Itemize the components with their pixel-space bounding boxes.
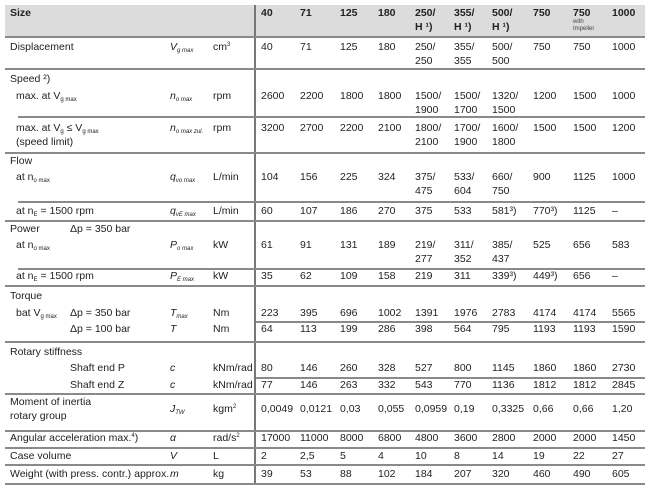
table-cell: 1600/ 1800	[492, 122, 519, 148]
row-unit	[213, 269, 228, 283]
table-cell: 146	[300, 379, 318, 391]
table-cell: 35	[261, 270, 273, 282]
text-part: n	[170, 90, 176, 102]
table-cell: 250/ 250	[415, 41, 436, 67]
table-cell: 1500/ 1900	[415, 90, 442, 116]
text-part: Shaft end Z	[70, 379, 125, 391]
table-cell: 449³)	[533, 270, 558, 282]
table-cell: 460	[533, 468, 551, 480]
row-unit	[213, 306, 229, 320]
text-part: at n	[16, 171, 34, 183]
text-part: V	[170, 41, 178, 53]
row-symbol	[170, 121, 203, 135]
row-unit	[213, 204, 239, 218]
table-cell: 1125	[573, 171, 596, 183]
table-cell: 64	[261, 323, 273, 335]
table-cell: 3600	[454, 432, 478, 444]
table-cell: 2,5	[300, 450, 315, 462]
row-divider	[18, 201, 645, 203]
row-symbol	[170, 306, 188, 320]
row-divider	[5, 447, 645, 449]
text-part: Case volume	[10, 450, 72, 462]
text-part: g max	[177, 48, 194, 54]
size-column-header: 180	[378, 7, 396, 19]
row-label	[16, 121, 99, 149]
size-header: Size	[10, 7, 32, 19]
table-cell: 60	[261, 205, 273, 217]
text-part: TW	[175, 410, 185, 416]
table-cell: 2000	[573, 432, 597, 444]
text-part: Moment of inertia rotary group	[10, 396, 92, 422]
table-cell: 146	[300, 362, 318, 374]
text-part: ≤ V	[63, 122, 83, 134]
table-cell: 564	[454, 323, 472, 335]
table-cell: 2730	[612, 362, 636, 374]
row-symbol	[170, 431, 176, 445]
table-cell: 2845	[612, 379, 636, 391]
table-cell: 4	[378, 450, 384, 462]
table-cell: 158	[378, 270, 396, 282]
row-label	[16, 204, 94, 218]
row-unit	[213, 170, 239, 184]
text-part: L/min	[213, 205, 239, 217]
table-cell: 1812	[573, 379, 597, 391]
text-part: J	[170, 403, 176, 415]
table-cell: 656	[573, 270, 591, 282]
table-cell: 22	[573, 450, 585, 462]
table-cell: 102	[378, 468, 396, 480]
row-label	[70, 361, 125, 375]
size-column-header: 750	[573, 7, 591, 19]
text-part: at n	[16, 270, 34, 282]
table-cell: 1125	[573, 205, 596, 217]
size-column-header: 750	[533, 7, 551, 19]
row-symbol	[170, 204, 196, 218]
table-cell: 0,055	[378, 403, 405, 415]
text-part: g max	[60, 97, 77, 103]
table-cell: 8000	[340, 432, 364, 444]
table-cell: 223	[261, 307, 279, 319]
text-part: g max	[40, 314, 57, 320]
text-part: rpm	[213, 90, 232, 102]
size-column-header: 1000	[612, 7, 636, 19]
row-divider	[5, 393, 645, 395]
table-cell: 1000	[612, 171, 636, 183]
table-cell: 543	[415, 379, 433, 391]
text-part: L	[213, 450, 219, 462]
row-unit	[213, 89, 231, 103]
row-unit	[213, 40, 230, 54]
text-part: 4	[131, 433, 135, 439]
table-cell: 1193	[573, 323, 596, 335]
row-label	[10, 40, 74, 54]
table-cell: 71	[300, 41, 312, 53]
text-part: E	[33, 212, 38, 218]
table-cell: 1000	[612, 41, 636, 53]
row-divider	[5, 464, 645, 466]
table-cell: 1136	[492, 379, 515, 391]
table-cell: 184	[415, 468, 433, 480]
text-part: P	[170, 270, 178, 282]
text-part: cm	[213, 41, 227, 53]
table-cell: 4174	[533, 307, 557, 319]
table-cell: 533/ 604	[454, 171, 475, 197]
table-cell: 91	[300, 239, 312, 251]
row-symbol	[170, 467, 179, 481]
table-cell: 500/ 500	[492, 41, 513, 67]
text-part: E max	[177, 277, 195, 283]
text-part: Δp = 100 bar	[70, 323, 131, 335]
table-cell: 398	[415, 323, 433, 335]
table-cell: 1800	[378, 90, 402, 102]
table-cell: 696	[340, 307, 358, 319]
size-column-header: 500/ H ¹)	[492, 7, 513, 33]
text-part: Nm	[213, 307, 230, 319]
table-cell: 77	[261, 379, 273, 391]
table-cell: 104	[261, 171, 279, 183]
table-cell: 17000	[261, 432, 291, 444]
table-cell: 800	[454, 362, 472, 374]
text-part: max. at V	[16, 122, 61, 134]
row-label	[10, 431, 138, 445]
row-unit	[213, 121, 231, 135]
table-cell: 40	[261, 41, 273, 53]
text-part: max. at V	[16, 90, 61, 102]
row-symbol	[170, 238, 193, 252]
text-part: T	[170, 323, 177, 335]
row-symbol	[170, 378, 175, 392]
table-cell: 53	[300, 468, 312, 480]
row-divider	[5, 68, 645, 70]
row-label	[16, 238, 50, 252]
text-part: kW	[213, 239, 229, 251]
table-cell: –	[612, 270, 618, 282]
row-symbol	[170, 449, 177, 463]
table-cell: 2600	[261, 90, 285, 102]
row-label	[16, 306, 57, 320]
table-cell: 5	[340, 450, 346, 462]
text-part: 3	[227, 42, 231, 48]
table-cell: 180	[378, 41, 396, 53]
table-cell: 39	[261, 468, 273, 480]
text-part: P	[170, 239, 178, 251]
table-cell: 2800	[492, 432, 516, 444]
table-cell: 375	[415, 205, 433, 217]
table-cell: 2700	[300, 122, 324, 134]
row-divider	[5, 341, 645, 343]
row-label	[16, 89, 77, 103]
text-part: o max	[33, 178, 50, 184]
group-flow: Flow	[10, 155, 33, 167]
table-cell: 0,0049	[261, 403, 294, 415]
text-part: kW	[213, 270, 229, 282]
table-cell: 770³)	[533, 205, 558, 217]
table-cell: 107	[300, 205, 318, 217]
table-cell: 5565	[612, 307, 636, 319]
column-divider	[254, 5, 256, 485]
table-cell: 2783	[492, 307, 516, 319]
table-cell: 263	[340, 379, 358, 391]
table-cell: 1976	[454, 307, 478, 319]
text-part: vE max	[175, 212, 196, 218]
text-part: 2	[232, 404, 237, 410]
table-cell: 8	[454, 450, 460, 462]
table-cell: 286	[378, 323, 396, 335]
group-power-pressure: Δp = 350 bar	[70, 223, 131, 235]
text-part: )	[134, 432, 139, 444]
text-part: c	[170, 379, 176, 391]
row-symbol	[170, 269, 194, 283]
row-symbol	[170, 170, 195, 184]
table-cell: –	[612, 205, 618, 217]
table-cell: 1500	[573, 122, 597, 134]
table-cell: 1450	[612, 432, 636, 444]
table-cell: 1860	[573, 362, 597, 374]
table-cell: 527	[415, 362, 433, 374]
row-symbol	[170, 322, 176, 336]
table-cell: 339³)	[492, 270, 517, 282]
table-cell: 581³)	[492, 205, 517, 217]
text-part: at n	[16, 205, 34, 217]
size-column-header: 40	[261, 7, 273, 19]
text-part: E	[33, 277, 38, 283]
row-symbol	[170, 361, 175, 375]
text-part: kNm/rad	[213, 379, 253, 391]
table-cell: 1500/ 1700	[454, 90, 481, 116]
row-symbol	[170, 40, 193, 54]
row-label	[16, 269, 94, 283]
table-cell: 62	[300, 270, 312, 282]
table-cell: 1200	[533, 90, 557, 102]
text-part: q	[170, 205, 176, 217]
table-cell: 1800	[340, 90, 364, 102]
text-part: 2	[236, 433, 240, 439]
row-label	[70, 322, 130, 336]
row-unit	[213, 402, 236, 416]
table-cell: 1391	[415, 307, 439, 319]
table-cell: 525	[533, 239, 551, 251]
text-part: Weight (with press. contr.) approx.	[10, 468, 170, 480]
text-part: V	[170, 450, 178, 462]
table-cell: 207	[454, 468, 472, 480]
text-part: = 1500 rpm	[37, 270, 94, 282]
table-cell: 156	[300, 171, 318, 183]
group-speed: Speed ²)	[10, 73, 51, 85]
row-divider	[5, 152, 645, 154]
text-part: L/min	[213, 171, 239, 183]
table-cell: 795	[492, 323, 510, 335]
table-cell: 4800	[415, 432, 439, 444]
table-cell: 260	[340, 362, 358, 374]
table-cell: 1200	[612, 122, 636, 134]
table-cell: 605	[612, 468, 630, 480]
table-cell: 11000	[300, 432, 329, 444]
table-cell: 750	[573, 41, 591, 53]
text-part: o max	[177, 246, 194, 252]
table-cell: 583	[612, 239, 630, 251]
table-cell: 0,03	[340, 403, 361, 415]
table-cell: 109	[340, 270, 358, 282]
text-part: c	[170, 362, 176, 374]
text-part: m	[170, 468, 179, 480]
row-unit	[213, 449, 219, 463]
row-unit	[213, 467, 224, 481]
row-symbol	[170, 89, 192, 103]
table-cell: 113	[300, 323, 317, 335]
table-cell: 328	[378, 362, 396, 374]
table-cell: 1800/ 2100	[415, 122, 442, 148]
text-part: o max	[175, 97, 193, 103]
table-cell: 324	[378, 171, 396, 183]
table-cell: 0,3325	[492, 403, 525, 415]
text-part: kNm/rad	[213, 362, 253, 374]
table-cell: 490	[573, 468, 591, 480]
table-cell: 14	[492, 450, 504, 462]
row-symbol	[170, 402, 185, 416]
table-cell: 2200	[340, 122, 364, 134]
text-part: T	[170, 307, 177, 319]
row-divider	[5, 220, 645, 222]
size-note: with Impeller	[573, 19, 595, 32]
text-part: (speed limit)	[16, 136, 74, 148]
group-rotary-stiffness: Rotary stiffness	[10, 346, 83, 358]
table-cell: 311/ 352	[454, 239, 474, 265]
text-part: rad/s	[213, 432, 237, 444]
row-label	[10, 395, 91, 423]
table-cell: 375/ 475	[415, 171, 436, 197]
table-cell: 1000	[612, 90, 636, 102]
row-divider	[5, 483, 645, 485]
table-cell: 770	[454, 379, 472, 391]
table-cell: 1812	[533, 379, 557, 391]
table-cell: 1500	[573, 90, 597, 102]
table-cell: 2000	[533, 432, 557, 444]
text-part: = 1500 rpm	[37, 205, 94, 217]
text-part: g max	[82, 129, 99, 135]
row-label	[10, 467, 169, 481]
table-cell: 0,19	[454, 403, 475, 415]
row-unit	[213, 378, 253, 392]
table-cell: 225	[340, 171, 358, 183]
table-cell: 4174	[573, 307, 597, 319]
table-cell: 199	[340, 323, 358, 335]
table-cell: 395	[300, 307, 318, 319]
table-cell: 80	[261, 362, 273, 374]
text-part: g	[60, 129, 64, 135]
table-cell: 533	[454, 205, 472, 217]
table-cell: 2200	[300, 90, 324, 102]
size-column-header: 71	[300, 7, 312, 19]
table-cell: 19	[533, 450, 545, 462]
table-cell: 1590	[612, 323, 636, 335]
table-cell: 88	[340, 468, 352, 480]
table-cell: 660/ 750	[492, 171, 513, 197]
text-part: vo max	[175, 178, 196, 184]
table-cell: 311	[454, 270, 471, 282]
text-part: at n	[16, 239, 34, 251]
table-cell: 6800	[378, 432, 402, 444]
text-part: Angular acceleration max.	[10, 432, 132, 444]
table-cell: 189	[378, 239, 396, 251]
table-cell: 750	[533, 41, 551, 53]
text-part: q	[170, 171, 176, 183]
table-cell: 0,66	[573, 403, 594, 415]
table-cell: 1700/ 1900	[454, 122, 481, 148]
table-cell: 3200	[261, 122, 285, 134]
table-cell: 61	[261, 239, 273, 251]
table-cell: 1860	[533, 362, 557, 374]
table-cell: 1145	[492, 362, 515, 374]
row-label	[16, 170, 50, 184]
row-divider	[5, 285, 645, 287]
row-divider	[5, 36, 645, 38]
table-cell: 2	[261, 450, 267, 462]
group-power: Power	[10, 223, 40, 235]
text-part: n	[170, 122, 176, 134]
row-label-pressure: Δp = 350 bar	[70, 307, 131, 319]
text-part: α	[170, 432, 176, 444]
table-cell: 131	[340, 239, 358, 251]
table-cell: 332	[378, 379, 396, 391]
text-part: kgm	[213, 403, 233, 415]
row-unit	[213, 431, 240, 445]
size-column-header: 250/ H ¹)	[415, 7, 436, 33]
table-cell: 1500	[533, 122, 557, 134]
table-cell: 0,0959	[415, 403, 448, 415]
text-part: max	[176, 314, 188, 320]
table-cell: 1,20	[612, 403, 633, 415]
table-cell: 186	[340, 205, 358, 217]
table-cell: 10	[415, 450, 427, 462]
table-cell: 1320/ 1500	[492, 90, 519, 116]
text-part: bat V	[16, 307, 41, 319]
row-label	[10, 449, 71, 463]
row-unit	[213, 361, 253, 375]
row-unit	[213, 238, 228, 252]
text-part: rpm	[213, 122, 232, 134]
size-column-header: 355/ H ¹)	[454, 7, 475, 33]
size-column-header: 125	[340, 7, 358, 19]
table-cell: 125	[340, 41, 358, 53]
row-divider	[18, 116, 645, 118]
text-part: kg	[213, 468, 225, 480]
table-cell: 219	[415, 270, 433, 282]
table-cell: 656	[573, 239, 591, 251]
table-cell: 900	[533, 171, 551, 183]
table-cell: 355/ 355	[454, 41, 475, 67]
row-label	[70, 378, 124, 392]
table-cell: 1002	[378, 307, 402, 319]
group-torque: Torque	[10, 290, 43, 302]
row-unit	[213, 322, 229, 336]
text-part: Nm	[213, 323, 230, 335]
text-part: Shaft end P	[70, 362, 125, 374]
table-cell: 270	[378, 205, 396, 217]
text-part: o max	[33, 246, 50, 252]
table-cell: 219/ 277	[415, 239, 436, 265]
table-cell: 1193	[533, 323, 556, 335]
table-cell: 0,66	[533, 403, 554, 415]
text-part: o max zul.	[175, 129, 204, 135]
table-cell: 2100	[378, 122, 402, 134]
table-cell: 0,0121	[300, 403, 333, 415]
table-cell: 320	[492, 468, 510, 480]
text-part: Displacement	[10, 41, 74, 53]
table-cell: 385/ 437	[492, 239, 513, 265]
table-cell: 27	[612, 450, 624, 462]
